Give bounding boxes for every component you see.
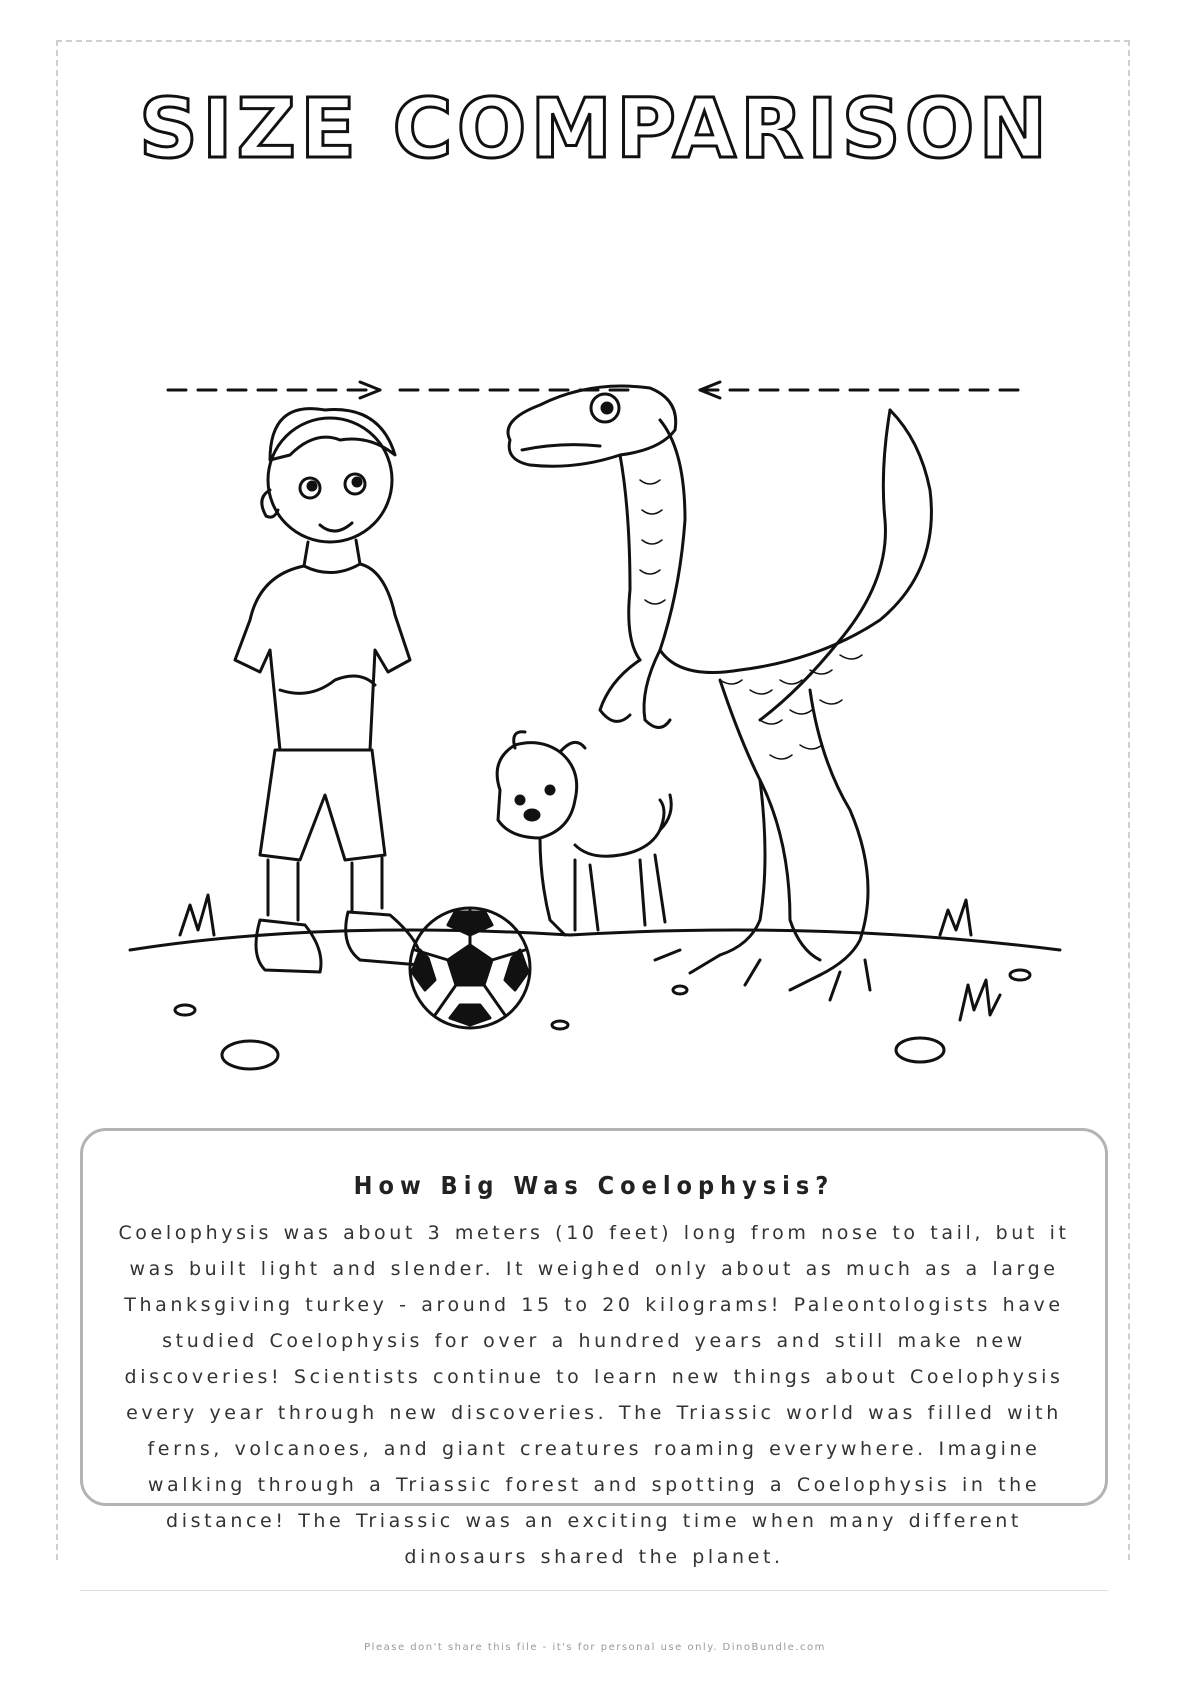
boy-figure <box>235 409 421 972</box>
info-heading: How Big Was Coelophysis? <box>353 1171 835 1200</box>
info-body-text: Coelophysis was about 3 meters (10 feet) long from nose to tail, but it was built light and slender. It weighed only about as much as a large Thanksgiving turkey - around 15 to 20 kilograms! Paleontologists have studied Coelophysis for over a hundred years and still make new discoveries! Scientists continue to learn new things about Coelophysis every year through new discoveries. The Triassic world was filled with ferns, volcanoes, and giant creatures roaming everywhere. Imagine walking through a Triassic forest and spotting a Coelophysis in the distance! The Triassic was an exciting time when many different dinosaurs shared the planet. <box>118 1222 1070 1568</box>
dog-figure <box>497 732 671 935</box>
soccer-ball <box>410 908 530 1028</box>
footer-divider <box>80 1590 1108 1591</box>
size-comparison-illustration <box>120 360 1070 1100</box>
page-title: SIZE COMPARISON <box>138 82 1052 177</box>
info-box <box>80 1128 1108 1568</box>
coelophysis-figure <box>508 386 931 1000</box>
footer-notice: Please don't share this file - it's for personal use only. DinoBundle.com <box>364 1642 826 1653</box>
